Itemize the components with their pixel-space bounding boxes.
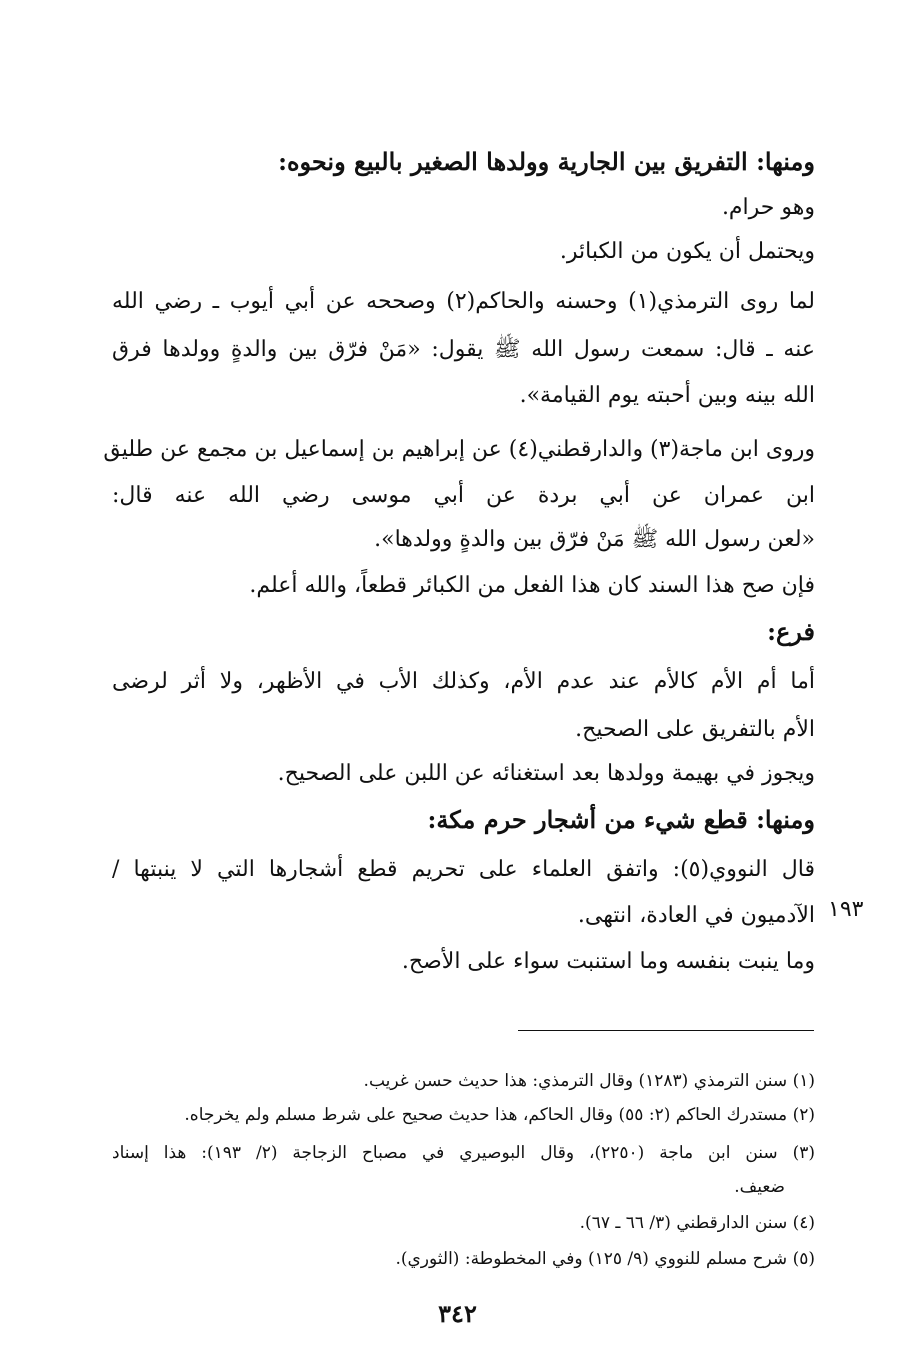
body-line: الأم بالتفريق على الصحيح.: [575, 717, 815, 742]
footnote-3: (٣) سنن ابن ماجة (٢٢٥٠)، وقال البوصيري في مصباح الزجاجة (٢/ ١٩٣): هذا إسناد: [112, 1143, 815, 1163]
section-heading-trees: ومنها: قطع شيء من أشجار حرم مكة:: [427, 805, 815, 834]
section-heading-separation: ومنها: التفريق بين الجارية وولدها الصغير بالبيع ونحوه:: [278, 147, 815, 176]
body-line: عنه ـ قال: سمعت رسول الله ﷺ يقول: «مَنْ فرّق بين والدةٍ وولدها فرق: [112, 337, 815, 362]
page-number: ٣٤٢: [438, 1299, 477, 1328]
body-line: الآدميون في العادة، انتهى.: [577, 903, 815, 928]
body-line: وما ينبت بنفسه وما استنبت سواء على الأصح.: [401, 949, 815, 974]
footnote-separator: [518, 1030, 814, 1031]
manuscript-folio-number: ١٩٣: [828, 897, 864, 922]
body-line: وهو حرام.: [721, 195, 815, 220]
body-line: ويجوز في بهيمة وولدها بعد استغنائه عن اللبن على الصحيح.: [277, 761, 815, 786]
body-line: فإن صح هذا السند كان هذا الفعل من الكبائر قطعاً، والله أعلم.: [249, 573, 815, 598]
footnote-4: (٤) سنن الدارقطني (٣/ ٦٦ ـ ٦٧).: [579, 1213, 815, 1233]
body-line: الله بينه وبين أحبته يوم القيامة».: [519, 383, 815, 408]
body-line: وروى ابن ماجة(٣) والدارقطني(٤) عن إبراهيم بن إسماعيل بن مجمع عن طليق: [103, 437, 815, 462]
body-line: قال النووي(٥): واتفق العلماء على تحريم قطع أشجارها التي لا ينبتها /: [112, 857, 815, 882]
footnote-3-continuation: ضعيف.: [734, 1177, 785, 1197]
footnote-5: (٥) شرح مسلم للنووي (٩/ ١٢٥) وفي المخطوطة: (الثوري).: [395, 1249, 815, 1269]
subsection-heading-branch: فرع:: [767, 617, 815, 646]
footnote-2: (٢) مستدرك الحاكم (٢: ٥٥) وقال الحاكم، هذا حديث صحيح على شرط مسلم ولم يخرجاه.: [184, 1105, 815, 1125]
body-line: ابن عمران عن أبي بردة عن أبي موسى رضي الله عنه قال:: [112, 483, 815, 508]
footnote-1: (١) سنن الترمذي (١٢٨٣) وقال الترمذي: هذا حديث حسن غريب.: [363, 1071, 815, 1091]
body-line: أما أم الأم كالأم عند عدم الأم، وكذلك الأب في الأظهر، ولا أثر لرضى: [112, 669, 815, 694]
body-line: لما روى الترمذي(١) وحسنه والحاكم(٢) وصححه عن أبي أيوب ـ رضي الله: [112, 289, 815, 314]
hadith-quote: «لعن رسول الله ﷺ مَنْ فرّق بين والدةٍ وولدها».: [374, 527, 815, 552]
body-line: ويحتمل أن يكون من الكبائر.: [559, 239, 815, 264]
